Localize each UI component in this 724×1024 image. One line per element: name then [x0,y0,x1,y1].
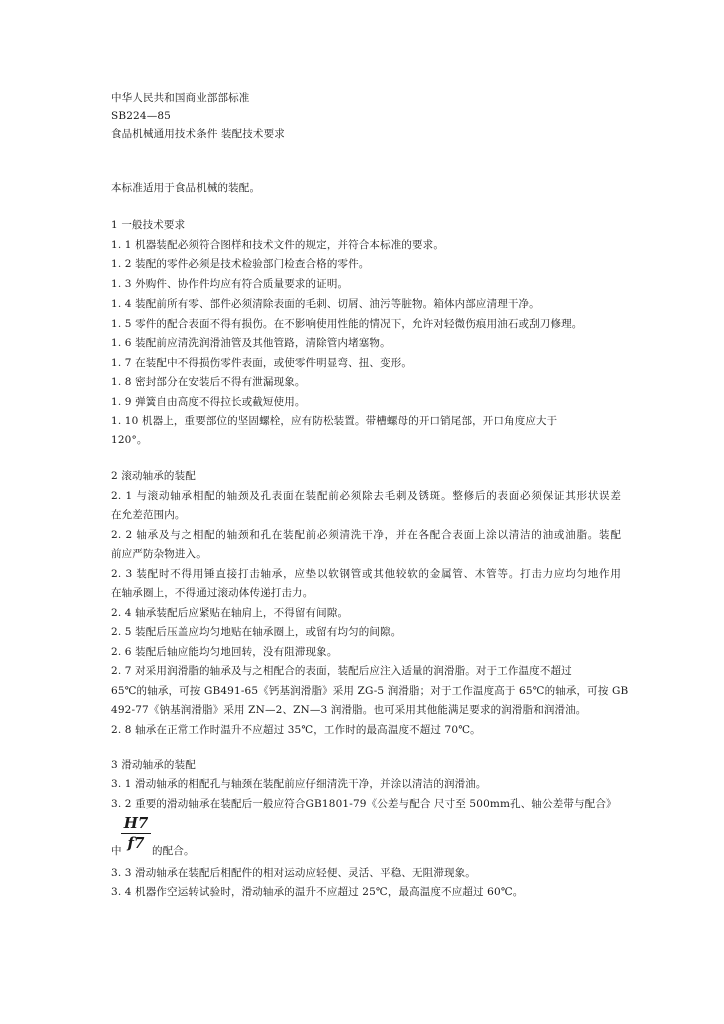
clause-1-6: 1. 6 装配前应清洗润滑油管及其他管路，清除管内堵塞物。 [111,337,391,349]
clause-3-2: 3. 2 重要的滑动轴承在装配后一般应符合GB1801-79《公差与配合 尺寸至 500mm孔、轴公差带与配合》 [111,798,617,810]
clause-2-5: 2. 5 装配后压盖应均匀地贴在轴承圈上，或留有均匀的间隙。 [111,626,402,638]
clause-1-7: 1. 7 在装配中不得损伤零件表面，或使零件明显弯、扭、变形。 [111,357,413,369]
clause-1-3: 1. 3 外购件、协作件均应有符合质量要求的证明。 [111,278,349,290]
clause-2-1: 2. 1 与滚动轴承相配的轴颈及孔表面在装配前必须除去毛刺及锈斑。整修后的表面必须保证其形状误差 [111,490,621,502]
clause-2-4: 2. 4 轴承装配后应紧贴在轴肩上，不得留有间隙。 [111,607,349,619]
standard-code: SB224—85 [111,110,172,122]
clause-1-10-cont: 120°。 [111,434,148,446]
clause-2-7: 2. 7 对采用润滑脂的轴承及与之相配合的表面，装配后应注入适量的润滑脂。对于工作温度不超过 [111,665,572,677]
clause-2-2: 2. 2 轴承及与之相配的轴颈和孔在装配前必须清洗干净，并在各配合表面上涂以清洁的油或油脂。装配 [111,529,621,541]
standard-title: 食品机械通用技术条件 装配技术要求 [111,128,285,140]
clause-3-4: 3. 4 机器作空运转试验时，滑动轴承的温升不应超过 25℃，最高温度不应超过 60℃。 [111,886,524,898]
clause-2-3: 2. 3 装配时不得用锤直接打击轴承，应垫以软钢管或其他较软的金属管、木管等。打击力应均匀地作用 [111,568,621,580]
section-1-heading: 1 一般技术要求 [111,219,186,231]
fit-prefix: 中 [111,845,122,857]
standard-org: 中华人民共和国商业部部标准 [111,92,250,104]
clause-2-6: 2. 6 装配后轴应能均匀地回转，没有阻滞现象。 [111,646,338,658]
clause-1-4: 1. 4 装配前所有零、部件必须清除表面的毛刺、切屑、油污等脏物。箱体内部应清理干净。 [111,298,540,310]
fit-fraction-denominator: f7 [127,834,145,852]
clause-3-3: 3. 3 滑动轴承在装配后相配件的相对运动应轻便、灵活、平稳、无阻滞现象。 [111,867,476,879]
clause-1-2: 1. 2 装配的零件必须是技术检验部门检查合格的零件。 [111,258,370,270]
section-2-heading: 2 滚动轴承的装配 [111,470,196,482]
fit-suffix: 的配合。 [152,845,195,857]
clause-2-1-cont: 在允差范围内。 [111,509,186,521]
clause-3-1: 3. 1 滑动轴承的相配孔与轴颈在装配前应仔细清洗干净，并涂以清洁的润滑油。 [111,778,487,790]
clause-2-2-cont: 前应严防杂物进入。 [111,548,207,560]
clause-1-1: 1. 1 机器装配必须符合图样和技术文件的规定，并符合本标准的要求。 [111,239,444,251]
clause-1-9: 1. 9 弹簧自由高度不得拉长或截短使用。 [111,396,306,408]
clause-1-10: 1. 10 机器上，重要部位的坚固螺栓，应有防松装置。带槽螺母的开口销尾部，开口角度应大于 [111,415,558,427]
section-3-heading: 3 滑动轴承的装配 [111,759,196,771]
clause-1-5: 1. 5 零件的配合表面不得有损伤。在不影响使用性能的情况下，允许对轻微伤痕用油石或刮刀修理。 [111,318,583,330]
scope-statement: 本标准适用于食品机械的装配。 [111,182,261,194]
clause-2-8: 2. 8 轴承在正常工作时温升不应超过 35℃，工作时的最高温度不超过 70℃。 [111,724,481,736]
clause-1-8: 1. 8 密封部分在安装后不得有泄漏现象。 [111,376,306,388]
clause-2-3-cont: 在轴承圈上，不得通过滚动体传递打击力。 [111,587,314,599]
fit-fraction-numerator: H7 [123,814,149,832]
clause-2-7-cont-2: 492-77《钠基润滑脂》采用 ZN—2、ZN—3 润滑脂。也可采用其他能满足要求的润滑脂和润滑油。 [111,704,587,716]
clause-2-7-cont-1: 65℃的轴承，可按 GB491-65《钙基润滑脂》采用 ZG-5 润滑脂；对于工作温度高于 65℃的轴承，可按 GB [111,685,629,697]
